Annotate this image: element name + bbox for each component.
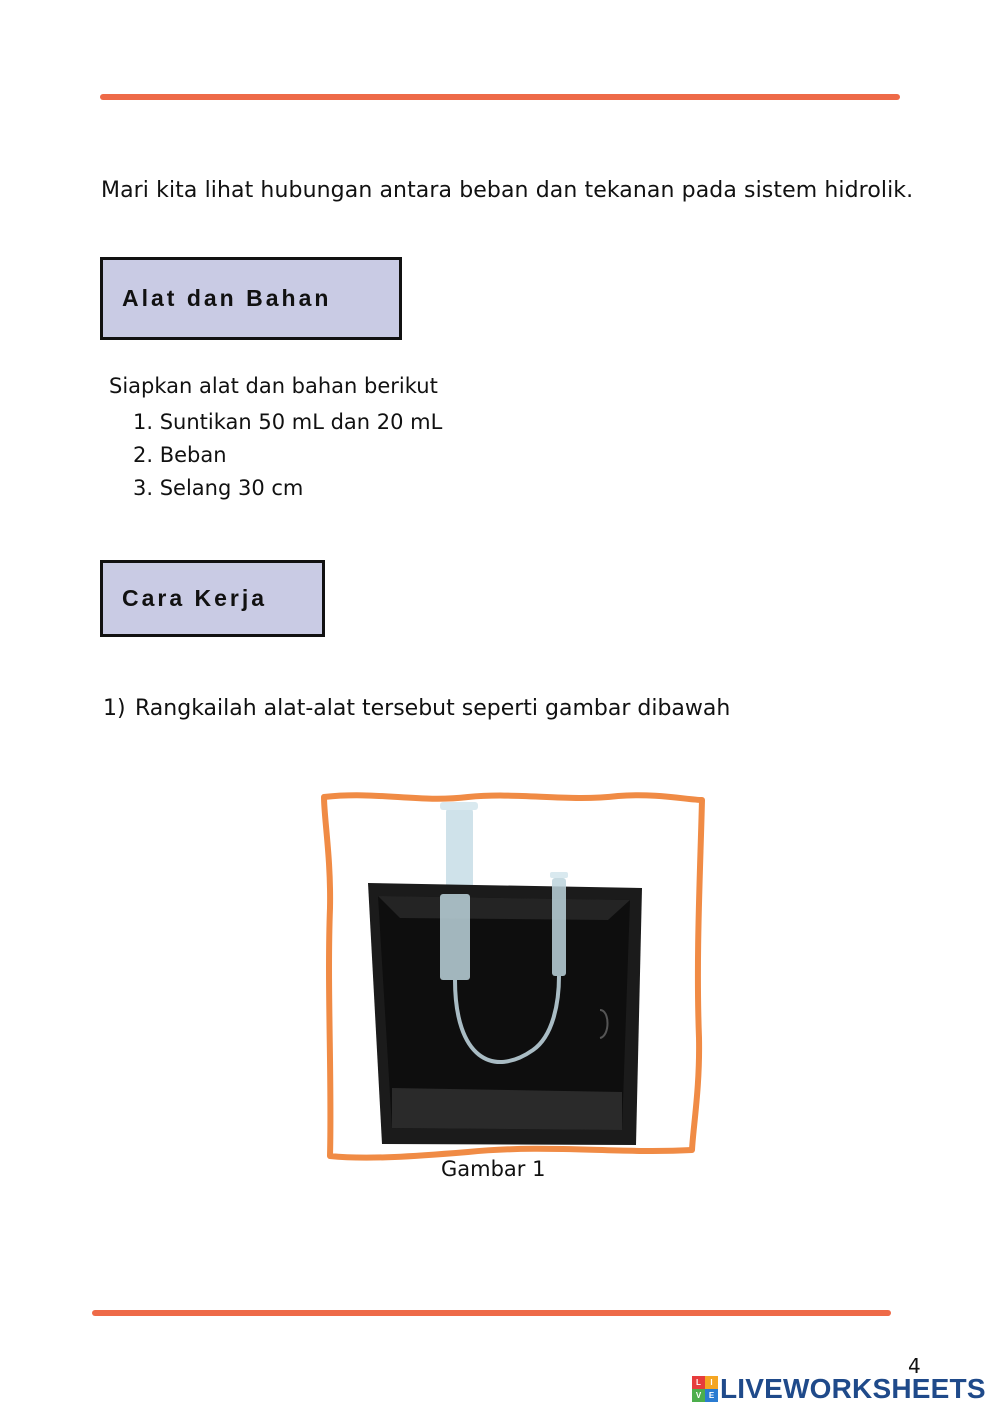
bottom-divider [92, 1310, 891, 1316]
logo-mark-cell: V [692, 1389, 705, 1402]
figure-photo [318, 788, 710, 1164]
step-number: 1) [103, 696, 126, 721]
step-item [103, 696, 730, 721]
list-item-text: Suntikan 50 mL dan 20 mL [159, 410, 443, 434]
list-item [125, 440, 442, 473]
list-item-text: Selang 30 cm [159, 476, 304, 500]
figure-caption: Gambar 1 [441, 1157, 546, 1181]
list-item-text: Beban [159, 443, 227, 467]
liveworksheets-logo-icon [692, 1376, 718, 1402]
list-item [125, 473, 442, 506]
tools-list [125, 407, 442, 506]
logo-mark-cell: L [692, 1376, 705, 1389]
cara-kerja-heading-label: Cara Kerja [122, 585, 268, 611]
logo-mark-cell: I [705, 1376, 718, 1389]
intro-text: Mari kita lihat hubungan antara beban dan tekanan pada sistem hidrolik. [101, 178, 914, 203]
hydraulic-syringe-apparatus-icon [368, 802, 642, 1145]
logo-mark-cell: E [705, 1389, 718, 1402]
page-number: 4 [908, 1354, 921, 1378]
list-item [125, 407, 442, 440]
step-text: Rangkailah alat-alat tersebut seperti gambar dibawah [135, 696, 731, 721]
alat-bahan-heading-label: Alat dan Bahan [122, 285, 332, 311]
list-item-number: 2. [132, 443, 153, 467]
top-divider [100, 94, 900, 100]
cara-kerja-heading [100, 560, 325, 637]
liveworksheets-logo-text: LIVEWORKSHEETS [720, 1373, 986, 1404]
alat-bahan-heading [100, 257, 402, 340]
list-item-number: 1. [132, 410, 153, 434]
liveworksheets-logo [692, 1373, 986, 1405]
alat-bahan-intro: Siapkan alat dan bahan berikut [109, 374, 438, 398]
list-item-number: 3. [132, 476, 153, 500]
